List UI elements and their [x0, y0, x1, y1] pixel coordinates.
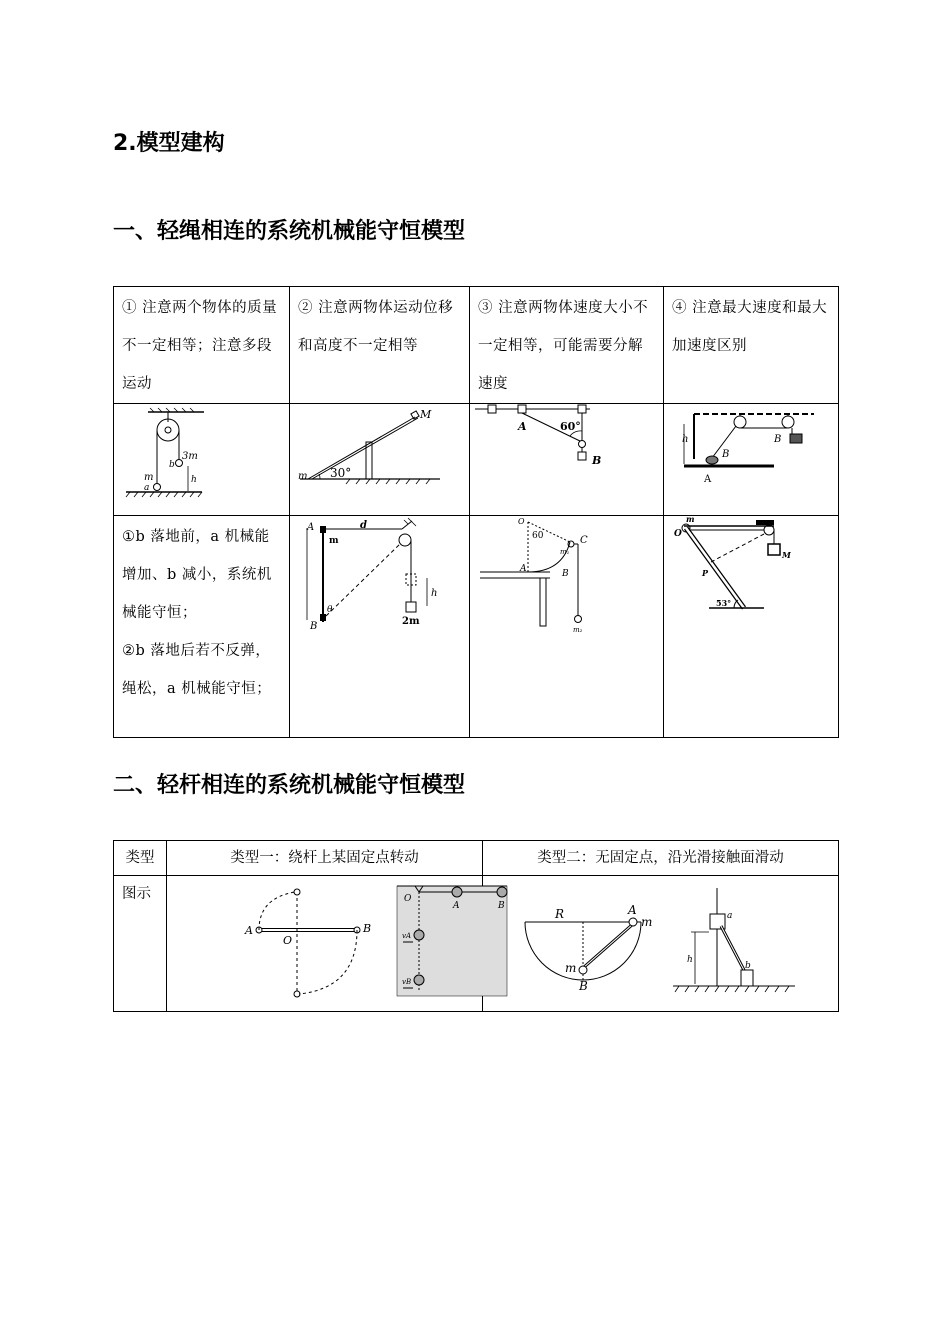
fig4-h: h — [682, 434, 689, 445]
fig6-angle: 60 — [532, 531, 544, 541]
figc-A: A — [628, 903, 637, 917]
figb-vB: vB — [402, 978, 412, 986]
rod-model-table — [113, 840, 839, 1012]
fig1-m: m — [144, 472, 154, 483]
fig1-b: b — [169, 460, 175, 470]
fig7-O: O — [674, 529, 682, 539]
fig6-m1: m₁ — [560, 548, 570, 556]
fig7-P: P — [702, 568, 709, 578]
figa-A: A — [245, 924, 253, 937]
fig2-angle: 30° — [330, 466, 352, 480]
fig1-3m: 3m — [182, 451, 198, 462]
figb-A: A — [453, 901, 460, 911]
fig3-B: B — [592, 454, 602, 467]
desc-after-landing: ②b 落地后若不反弹，绳松，a 机械能守恒； — [122, 643, 272, 697]
figure-rod-53 — [664, 516, 838, 736]
figure-two-blocks-60 — [470, 404, 663, 514]
figure-arc-table — [470, 516, 663, 736]
fig7-angle: 53° — [716, 598, 732, 608]
figb-vA: vA — [402, 932, 412, 940]
fig5-d: d — [360, 520, 367, 531]
row-label-figure: 图示 — [122, 886, 151, 902]
figc-m1: m — [641, 915, 653, 929]
fig6-A: A — [520, 564, 527, 574]
fig2-m: m — [298, 471, 308, 482]
figc-m2: m — [565, 961, 577, 975]
figb-O: O — [404, 894, 412, 904]
fig5-h: h — [431, 588, 438, 599]
fig6-O: O — [518, 517, 525, 526]
fig3-A: A — [518, 420, 527, 433]
heading-rope-model: 一、轻绳相连的系统机械能守恒模型 — [113, 219, 466, 244]
fig4-B1: B — [722, 449, 730, 460]
col-type1-header: 类型一：绕杆上某固定点转动 — [230, 850, 419, 866]
fig6-m2: m₂ — [573, 626, 583, 634]
figc-B: B — [579, 979, 588, 993]
figure-rod-pulley-2m — [290, 516, 469, 736]
section-title: 2.模型建构 — [113, 131, 225, 156]
fig5-theta: θ — [327, 605, 333, 615]
fig4-B2: B — [774, 434, 782, 445]
fig7-m: m — [686, 514, 695, 524]
note-2: ② 注意两物体运动位移和高度不一定相等 — [298, 300, 454, 354]
figure-rod-sliding — [483, 876, 838, 1010]
desc-before-landing: ①b 落地前，a 机械能增加、b 减小，系统机械能守恒； — [122, 529, 272, 621]
fig5-m: m — [329, 536, 339, 546]
fig5-A: A — [307, 522, 315, 533]
fig5-B: B — [310, 621, 318, 632]
fig6-B: B — [562, 569, 569, 579]
fig1-a: a — [144, 483, 150, 493]
figc-R: R — [555, 907, 565, 921]
figure-pulley-slider — [664, 404, 838, 514]
figa-B: B — [363, 922, 372, 935]
note-1: ① 注意两个物体的质量不一定相等；注意多段运动 — [122, 300, 278, 392]
rope-model-table — [113, 286, 839, 738]
fig4-A: A — [704, 474, 712, 485]
fig2-M: M — [420, 408, 432, 421]
col-type2-header: 类型二：无固定点，沿光滑接触面滑动 — [537, 850, 784, 866]
figure-pulley-hanging — [114, 404, 289, 514]
figb-B: B — [498, 901, 505, 911]
fig7-M: M — [782, 550, 791, 560]
figd-h: h — [687, 955, 693, 965]
figa-O: O — [283, 934, 293, 947]
note-3: ③ 注意两物体速度大小不一定相等，可能需要分解速度 — [478, 300, 649, 392]
col-type-header: 类型 — [125, 850, 155, 866]
fig5-2m: 2m — [402, 616, 420, 627]
figure-incline-pulley — [290, 404, 469, 514]
fig3-angle: 60° — [560, 420, 581, 433]
fig6-C: C — [580, 535, 588, 546]
figd-b: b — [745, 961, 751, 971]
heading-rod-model: 二、轻杆相连的系统机械能守恒模型 — [113, 773, 466, 798]
note-4: ④ 注意最大速度和最大加速度区别 — [672, 300, 828, 354]
figd-a: a — [727, 911, 733, 921]
fig1-h: h — [191, 475, 197, 485]
figure-rod-rotation — [167, 876, 505, 1010]
